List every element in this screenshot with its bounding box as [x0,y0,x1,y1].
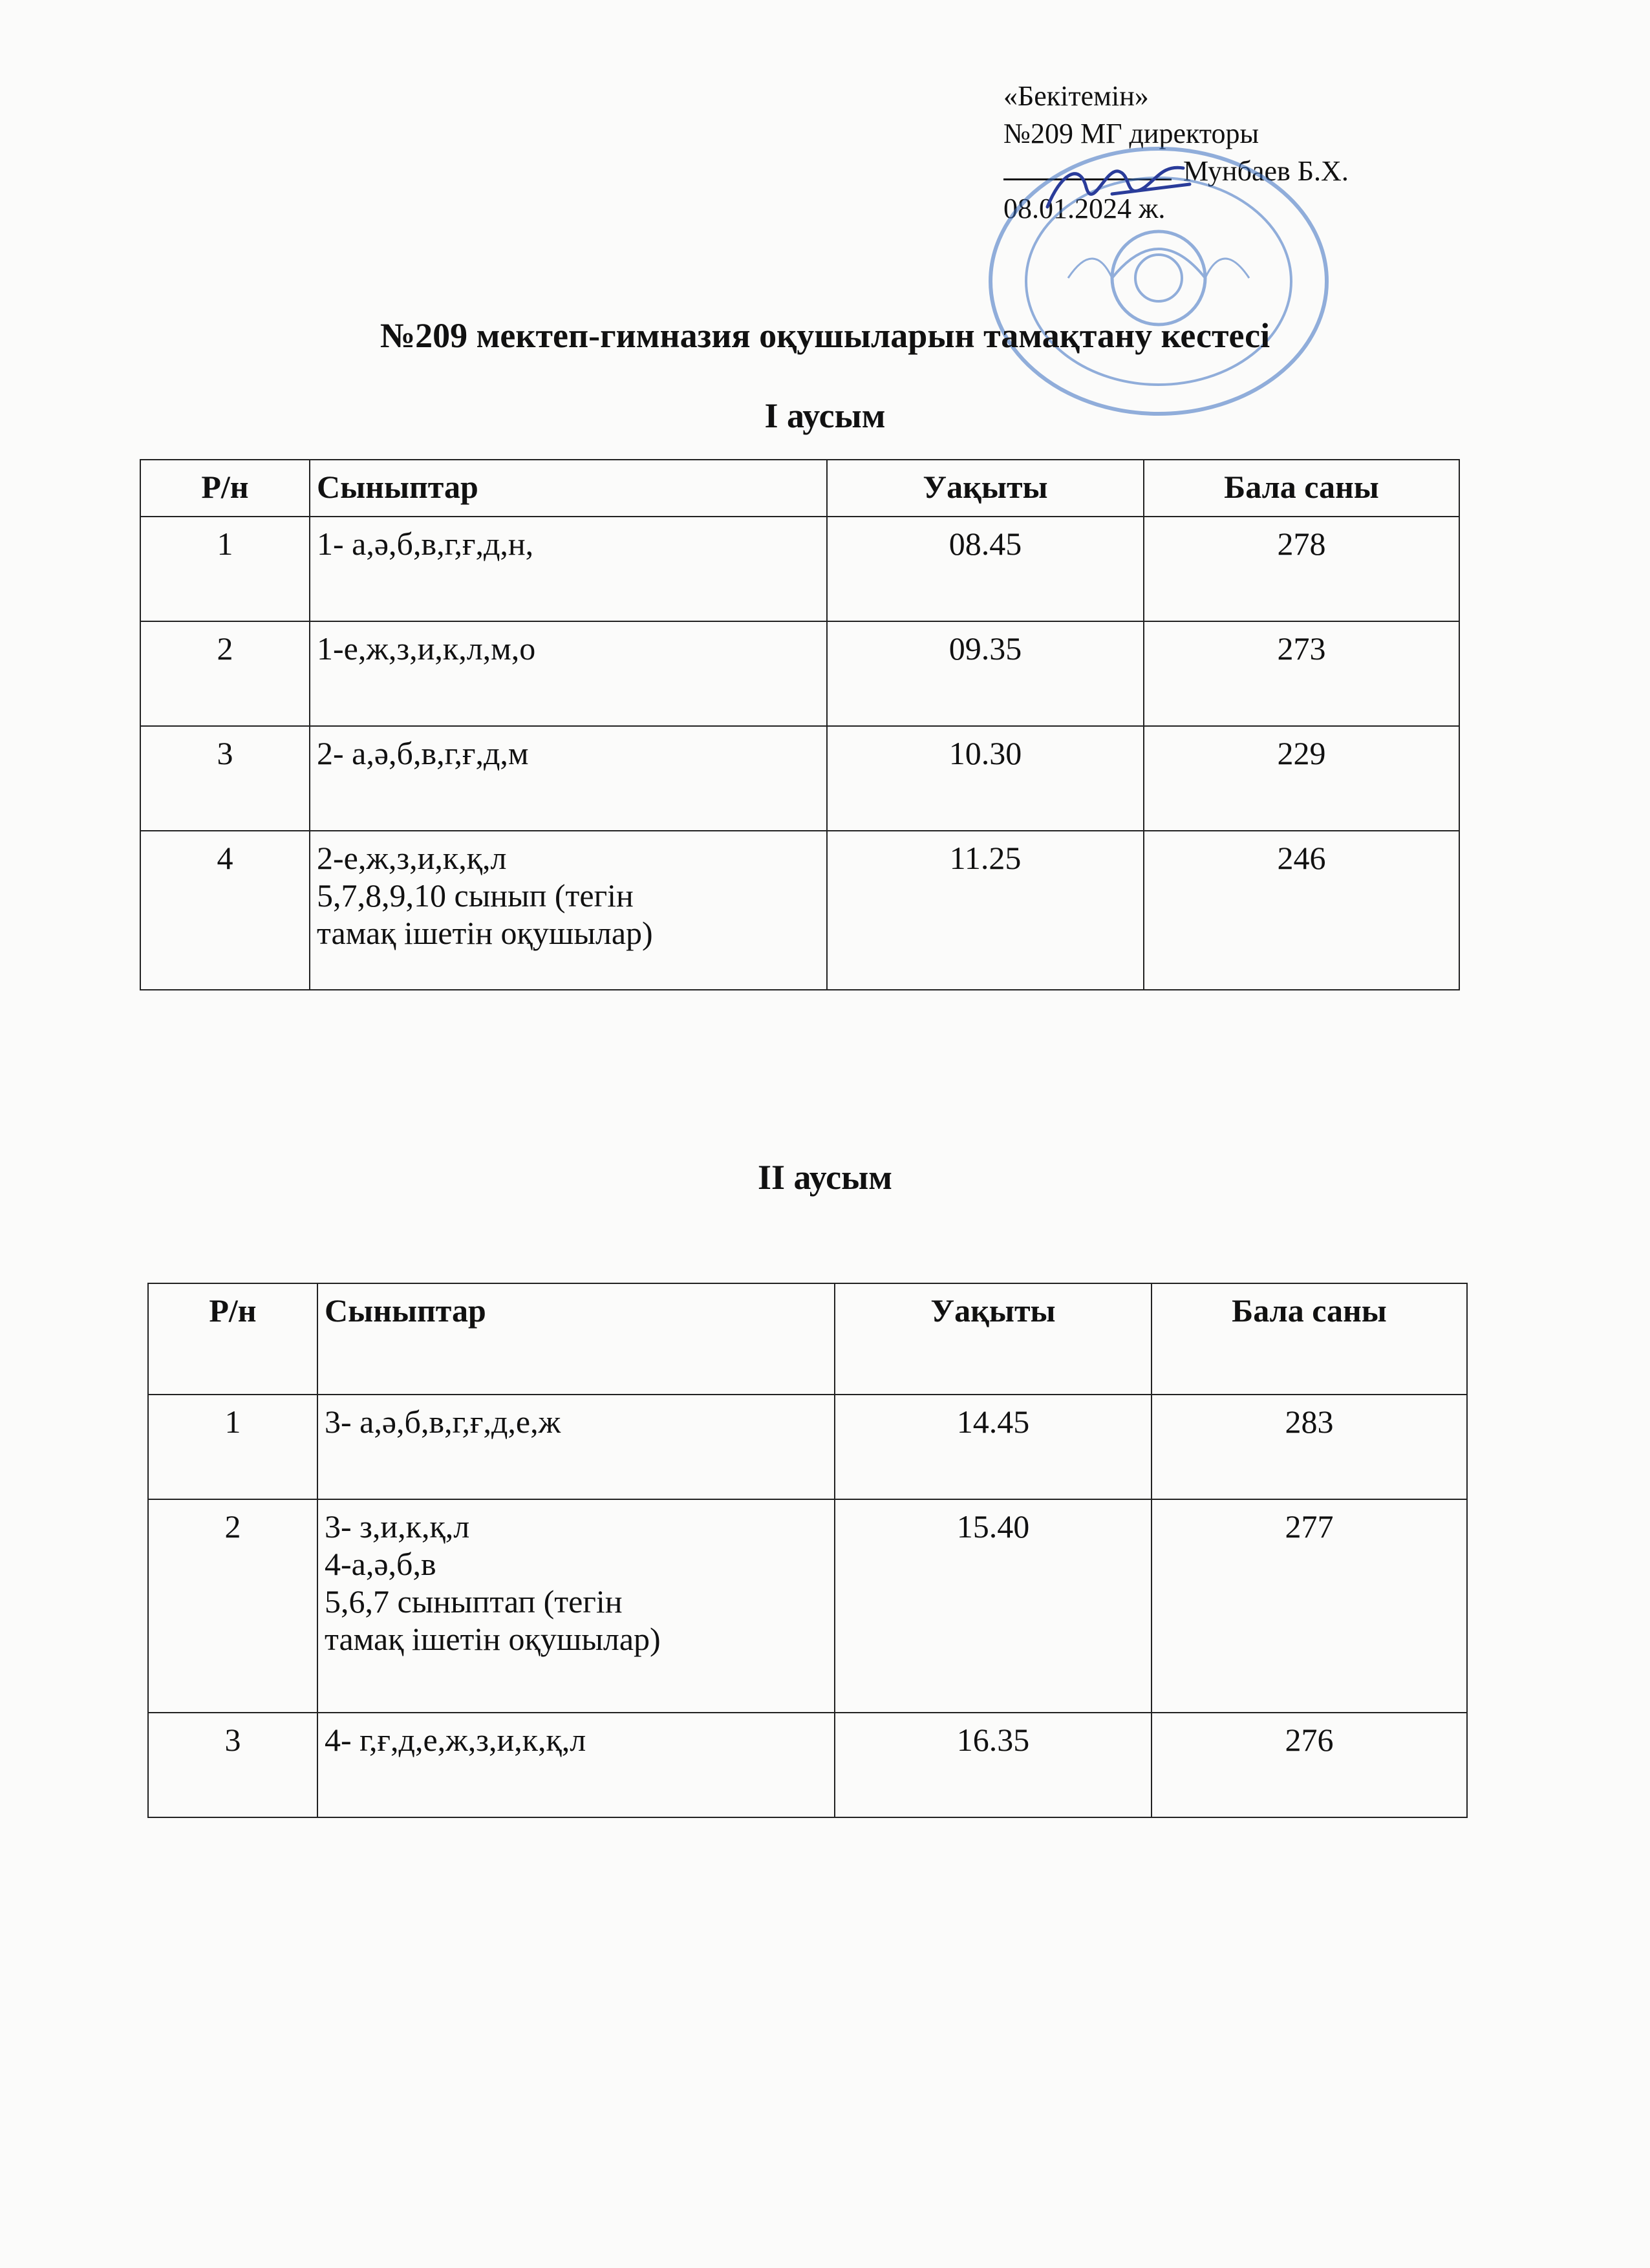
header-classes: Сыныптар [317,1283,835,1395]
shift-1-title: I аусым [764,396,886,435]
table-row [148,1713,1467,1817]
row-number: 2 [148,1499,317,1713]
row-classes [310,517,827,621]
class-line: 2- а,ә,б,в,г,ғ,д,м [317,735,529,771]
row-count: 229 [1144,726,1459,831]
table-row [140,831,1459,990]
class-line: 5,7,8,9,10 сынып (тегін [317,877,634,914]
approval-date: 08.01.2024 ж. [1003,193,1166,224]
header-classes: Сыныптар [310,460,827,517]
table-row [140,517,1459,621]
row-number: 1 [148,1395,317,1499]
class-line: 2-е,ж,з,и,к,қ,л [317,840,507,876]
shift-1-table [140,459,1460,990]
table-row [148,1499,1467,1713]
document-title: №209 мектеп-гимназия оқушыларын тамақтану кестесі [380,316,1270,355]
header-count: Бала саны [1144,460,1459,517]
row-count: 278 [1144,517,1459,621]
class-line: 3- з,и,к,қ,л [325,1508,470,1545]
row-count: 283 [1152,1395,1467,1499]
shift-2-title: II аусым [757,1158,893,1197]
shift-2-table [147,1283,1468,1818]
director-name: Мунбаев Б.Х. [1183,155,1349,187]
row-number: 2 [140,621,310,726]
class-line: тамақ ішетін оқушылар) [317,915,653,951]
row-time: 08.45 [827,517,1144,621]
header-number: Р/н [140,460,310,517]
class-line: 5,6,7 сыныптап (тегін [325,1583,623,1620]
row-count: 276 [1152,1713,1467,1817]
header-time: Уақыты [835,1283,1152,1395]
header-count: Бала саны [1152,1283,1467,1395]
row-classes [310,726,827,831]
class-line: 4- г,ғ,д,е,ж,з,и,к,қ,л [325,1722,586,1758]
row-count: 246 [1144,831,1459,990]
row-classes [317,1713,835,1817]
row-time: 14.45 [835,1395,1152,1499]
header-time: Уақыты [827,460,1144,517]
approval-heading: «Бекітемін» [1003,80,1149,112]
header-number: Р/н [148,1283,317,1395]
row-number: 3 [148,1713,317,1817]
row-time: 09.35 [827,621,1144,726]
row-number: 3 [140,726,310,831]
class-line: тамақ ішетін оқушылар) [325,1621,661,1657]
row-time: 15.40 [835,1499,1152,1713]
table-header-row [140,460,1459,517]
row-number: 1 [140,517,310,621]
row-time: 10.30 [827,726,1144,831]
row-time: 11.25 [827,831,1144,990]
signature [1034,149,1203,220]
row-classes [317,1395,835,1499]
row-number: 4 [140,831,310,990]
row-count: 273 [1144,621,1459,726]
table-header-row [148,1283,1467,1395]
row-classes [317,1499,835,1713]
table-row [148,1395,1467,1499]
approval-position: №209 МГ директоры [1003,118,1259,149]
class-line: 3- а,ә,б,в,г,ғ,д,е,ж [325,1404,561,1440]
table-row [140,726,1459,831]
row-classes [310,831,827,990]
row-time: 16.35 [835,1713,1152,1817]
row-count: 277 [1152,1499,1467,1713]
table-row [140,621,1459,726]
class-line: 4-а,ә,б,в [325,1546,436,1582]
class-line: 1-е,ж,з,и,к,л,м,о [317,630,536,667]
row-classes [310,621,827,726]
class-line: 1- а,ә,б,в,г,ғ,д,н, [317,526,534,562]
